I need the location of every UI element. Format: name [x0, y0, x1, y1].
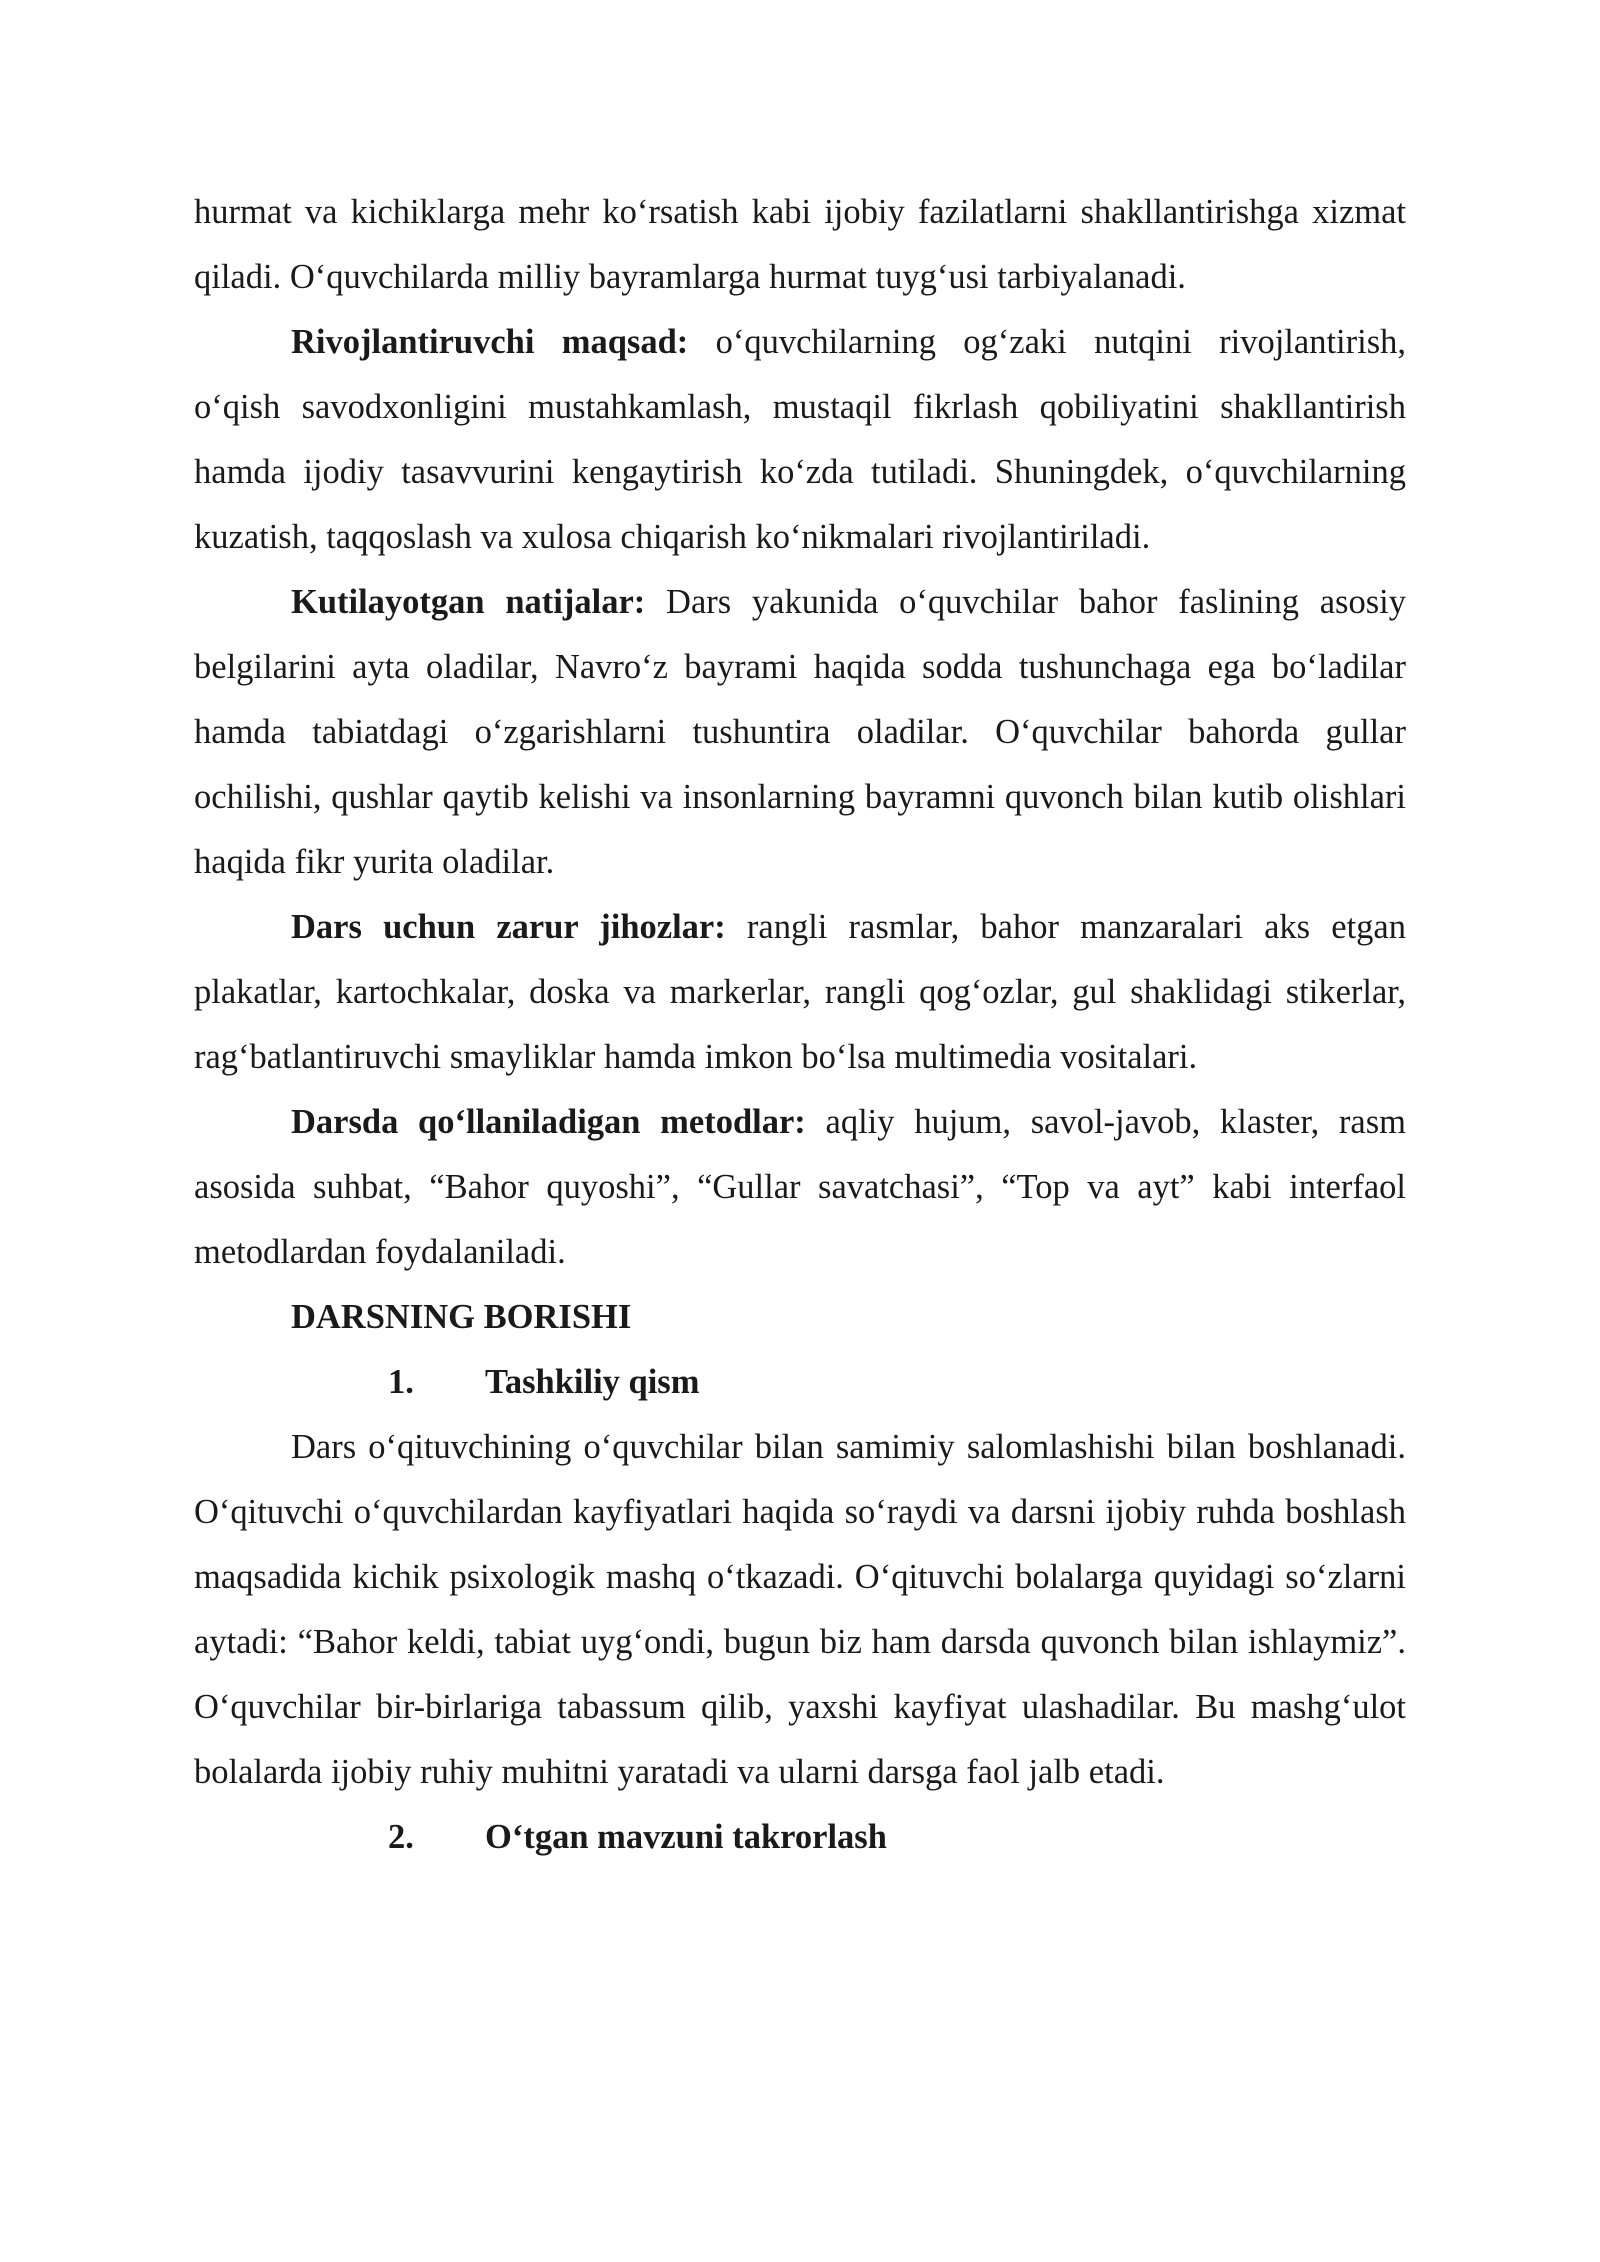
text-methods: aqliy hujum, savol-javob, klaster, rasm asosida suhbat, “Bahor quyoshi”, “Gullar savatchasi”, “Top va ayt” kabi interfaol metodlardan foydalaniladi.: [194, 1103, 1406, 1271]
paragraph-methods: [194, 1090, 1406, 1285]
paragraph-intro-continuation: hurmat va kichiklarga mehr ko‘rsatish kabi ijobiy fazilatlarni shakllantirishga xizmat qiladi. O‘quvchilarda milliy bayramlarga hurmat tuyg‘usi tarbiyalanadi.: [194, 193, 1406, 296]
section-2-number: 2.: [388, 1818, 414, 1856]
document-page: [194, 180, 1406, 1870]
label-developmental-goal: Rivojlantiruvchi maqsad:: [291, 323, 689, 361]
text-developmental-goal: o‘quvchilarning og‘zaki nutqini rivojlantirish, o‘qish savodxonligini mustahkamlash, mustaqil fikrlash qobiliyatini shakllantirish hamda ijodiy tasavvurini kengaytirish ko‘zda tutiladi. Shuningdek, o‘quvchilarning kuzatish, taqqoslash va xulosa chiqarish ko‘nikmalari rivojlantiriladi.: [194, 323, 1406, 556]
paragraph-developmental-goal: [194, 310, 1406, 570]
label-methods: Darsda qo‘llaniladigan metodlar:: [291, 1103, 806, 1141]
paragraph-expected-results: [194, 570, 1406, 895]
text-expected-results: Dars yakunida o‘quvchilar bahor faslining asosiy belgilarini ayta oladilar, Navro‘z bayrami haqida sodda tushunchaga ega bo‘ladilar hamda tabiatdagi o‘zgarishlarni tushuntira oladilar. O‘quvchilar bahorda gullar ochilishi, qushlar qaytib kelishi va insonlarning bayramni quvonch bilan kutib olishlari haqida fikr yurita oladilar.: [194, 583, 1406, 881]
section-1-heading: [194, 1350, 1406, 1415]
section-heading-lesson-flow: DARSNING BORISHI: [291, 1298, 632, 1336]
section-2-title: O‘tgan mavzuni takrorlash: [485, 1818, 887, 1856]
section-1-title: Tashkiliy qism: [485, 1363, 700, 1401]
paragraph-organizational-part: Dars o‘qituvchining o‘quvchilar bilan samimiy salomlashishi bilan boshlanadi. O‘qituvchi o‘quvchilardan kayfiyatlari haqida so‘raydi va darsni ijobiy ruhda boshlash maqsadida kichik psixologik mashq o‘tkazadi. O‘qituvchi bolalarga quyidagi so‘zlarni aytadi: “Bahor keldi, tabiat uyg‘ondi, bugun biz ham darsda quvonch bilan ishlaymiz”. O‘quvchilar bir-birlariga tabassum qilib, yaxshi kayfiyat ulashadilar. Bu mashg‘ulot bolalarda ijobiy ruhiy muhitni yaratadi va ularni darsga faol jalb etadi.: [194, 1428, 1406, 1791]
paragraph-required-equipment: [194, 895, 1406, 1090]
text-required-equipment: rangli rasmlar, bahor manzaralari aks etgan plakatlar, kartochkalar, doska va markerlar, rangli qog‘ozlar, gul shaklidagi stikerlar, rag‘batlantiruvchi smayliklar hamda imkon bo‘lsa multimedia vositalari.: [194, 908, 1406, 1076]
section-1-number: 1.: [388, 1363, 414, 1401]
label-expected-results: Kutilayotgan natijalar:: [291, 583, 646, 621]
section-2-heading: [194, 1805, 1406, 1870]
label-required-equipment: Dars uchun zarur jihozlar:: [291, 908, 726, 946]
